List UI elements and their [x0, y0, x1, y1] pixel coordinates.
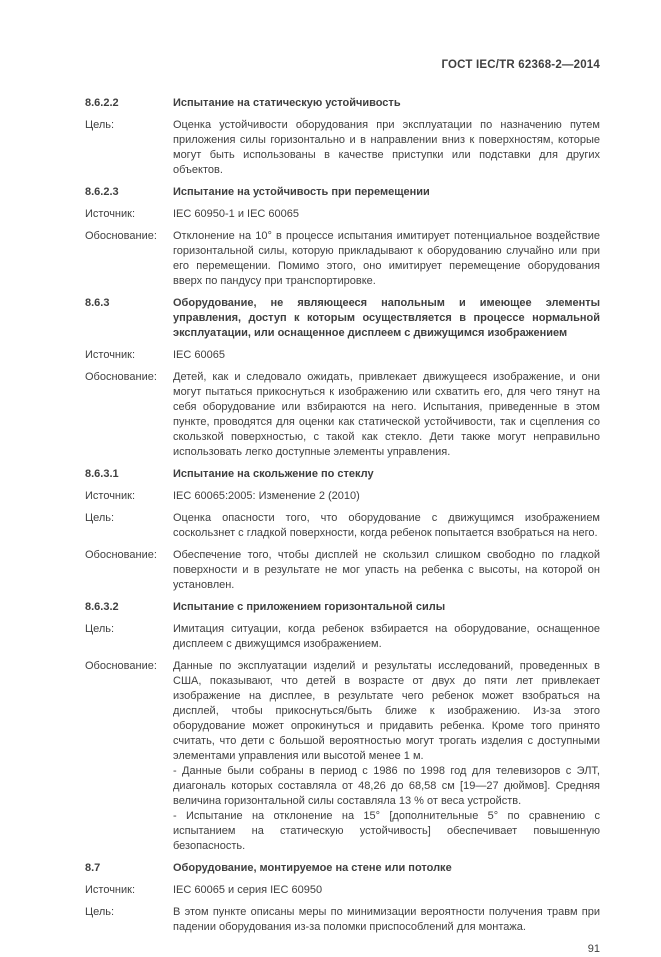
paragraph: Испытание на скольжение по стеклу: [173, 468, 374, 480]
field-text: [173, 622, 600, 652]
field-row: [85, 548, 600, 593]
paragraph: - Испытание на отклонение на 15° [дополнительные 5° по сравнению с испытанием на статическую устойчивость] обеспечивает повышенную безопасность.: [173, 810, 600, 852]
field-row: [85, 229, 600, 289]
paragraph: IEC 60065:2005: Изменение 2 (2010): [173, 490, 360, 502]
paragraph: Испытание с приложением горизонтальной силы: [173, 601, 446, 613]
field-row: [85, 207, 600, 222]
field-label: Обоснование:: [85, 549, 157, 561]
field-text: [173, 207, 600, 222]
field-row: [85, 905, 600, 935]
section-number: 8.6.3.2: [85, 601, 119, 613]
field-label: Источник:: [85, 349, 136, 361]
section-heading-row: [85, 296, 600, 341]
paragraph: IEC 60950-1 и IEC 60065: [173, 208, 300, 220]
paragraph: Детей, как и следовало ожидать, привлекает движущееся изображение, и они могут пытаться прикоснуться к изображению или схватить его, для чего тянут на себя оборудование или взбираются на него. Испытания, приведенные в этом пункте, проводятся для оценки как статической устойчивости, так и сцепления со скользкой поверхностью, с такой как стекло. Дети также могут неправильно использовать легко доступные элементы управления.: [173, 371, 600, 458]
paragraph: Данные по эксплуатации изделий и результаты исследований, проведенных в США, показывают, что детей в возрасте от двух до пяти лет привлекает изображение на дисплее, в результате чего ребенок может взобраться на дисплей, чтобы прикоснуться/быть ближе к изображению. Из-за этого оборудование может опрокинуться и придавить ребенка. Кроме того принято считать, что дети с большой вероятностью могут трогать изделия с доступными элементами управления или высотой менее 1 м.: [173, 660, 600, 762]
paragraph: Оборудование, монтируемое на стене или потолке: [173, 862, 452, 874]
field-text: [173, 489, 600, 504]
paragraph: Отклонение на 10° в процессе испытания имитирует потенциальное воздействие горизонтальной силы, которую прикладывают к оборудованию случайно или при его перемещении. Помимо этого, оно имитирует перемещение оборудования вверх по пандусу при транспортировке.: [173, 230, 600, 287]
section-title: [173, 96, 600, 111]
field-text: [173, 348, 600, 363]
section-title: [173, 467, 600, 482]
field-text: [173, 229, 600, 289]
paragraph: IEC 60065 и серия IEC 60950: [173, 884, 323, 896]
field-label: Обоснование:: [85, 660, 157, 672]
field-text: [173, 659, 600, 854]
field-label: Обоснование:: [85, 371, 157, 383]
document-header-title: ГОСТ IEC/TR 62368-2—2014: [441, 59, 600, 71]
field-text: [173, 883, 600, 898]
paragraph: Имитация ситуации, когда ребенок взбирается на оборудование, оснащенное дисплеем с движущимся изображением.: [173, 623, 600, 650]
section-number: 8.6.2.3: [85, 186, 119, 198]
field-label: Цель:: [85, 119, 115, 131]
field-row: [85, 511, 600, 541]
page-number: 91: [587, 943, 600, 955]
section-heading-row: [85, 96, 600, 111]
field-text: [173, 511, 600, 541]
section-number: 8.7: [85, 862, 101, 874]
paragraph: - Данные были собраны в период с 1986 по 1998 год для телевизоров с ЭЛТ, диагональ которых составляла от 48,26 до 68,58 см [19—27 дюймов]. Средняя величина горизонтальной силы составляла 13 % от веса устройств.: [173, 765, 600, 807]
paragraph: Оборудование, не являющееся напольным и имеющее элементы управления, доступ к которым осуществляется в процессе нормальной эксплуатации, или оснащенное дисплеем с движущимся изображением: [173, 297, 600, 339]
section-heading-row: [85, 185, 600, 200]
paragraph: В этом пункте описаны меры по минимизации вероятности получения травм при падении оборудования из-за поломки приспособлений для монтажа.: [173, 906, 600, 933]
field-text: [173, 548, 600, 593]
field-label: Цель:: [85, 512, 115, 524]
section-heading-row: [85, 467, 600, 482]
paragraph: Оценка устойчивости оборудования при эксплуатации по назначению путем приложения силы горизонтально и в направлении вниз к поверхностям, которые могут быть использованы в качестве приступки или подставки для других объектов.: [173, 119, 600, 176]
field-row: [85, 348, 600, 363]
field-label: Обоснование:: [85, 230, 157, 242]
section-number: 8.6.2.2: [85, 97, 119, 109]
field-text: [173, 118, 600, 178]
field-row: [85, 370, 600, 460]
field-row: [85, 622, 600, 652]
document-body: [85, 96, 600, 957]
field-label: Цель:: [85, 906, 115, 918]
field-label: Источник:: [85, 490, 136, 502]
paragraph: Испытание на статическую устойчивость: [173, 97, 401, 109]
field-row: [85, 659, 600, 854]
paragraph: Оценка опасности того, что оборудование с движущимся изображением соскользнет с гладкой поверхности, когда ребенок попытается взобраться на него.: [173, 512, 600, 539]
paragraph: IEC 60065: [173, 349, 225, 361]
field-label: Цель:: [85, 623, 115, 635]
section-title: [173, 296, 600, 341]
field-row: [85, 883, 600, 898]
paragraph: Испытание на устойчивость при перемещении: [173, 186, 430, 198]
field-text: [173, 905, 600, 935]
paragraph: Обеспечение того, чтобы дисплей не скользил слишком свободно по гладкой поверхности и в результате не мог упасть на ребенка с высоты, на которой он установлен.: [173, 549, 600, 591]
section-heading-row: [85, 600, 600, 615]
section-title: [173, 185, 600, 200]
section-title: [173, 861, 600, 876]
section-number: 8.6.3: [85, 297, 110, 309]
section-number: 8.6.3.1: [85, 468, 119, 480]
field-row: [85, 489, 600, 504]
field-text: [173, 370, 600, 460]
section-heading-row: [85, 861, 600, 876]
field-label: Источник:: [85, 884, 136, 896]
field-row: [85, 118, 600, 178]
section-title: [173, 600, 600, 615]
field-label: Источник:: [85, 208, 136, 220]
